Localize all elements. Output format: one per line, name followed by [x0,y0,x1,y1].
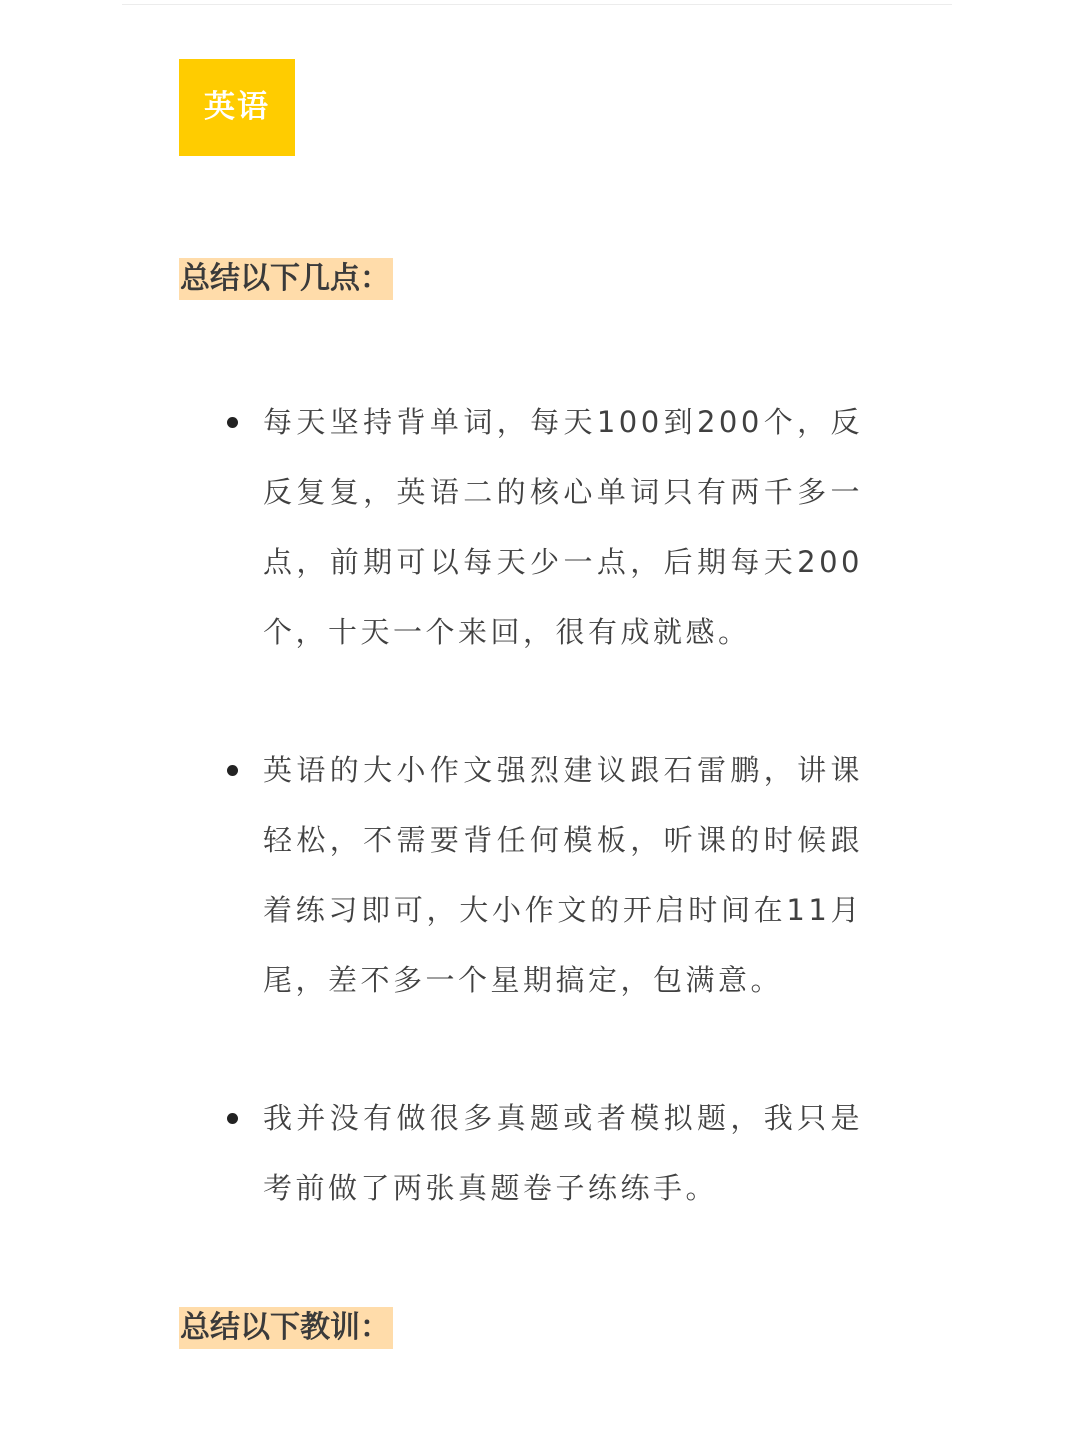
list-item [263,1083,863,1223]
list-item [263,735,863,1015]
heading-summary-lessons: 总结以下教训： [179,1307,393,1349]
section-tag-english: 英语 [179,59,295,156]
bullet-dot-icon [227,1113,238,1124]
list-item-text: 英语的大小作文强烈建议跟石雷鹏，讲课轻松，不需要背任何模板，听课的时候跟着练习即可，大小作文的开启时间在11月尾，差不多一个星期搞定，包满意。 [263,753,863,997]
bullet-dot-icon [227,417,238,428]
heading-summary-points: 总结以下几点： [179,258,393,300]
top-divider [122,4,952,5]
list-item [263,387,863,667]
list-item-text: 每天坚持背单词，每天100到200个，反反复复，英语二的核心单词只有两千多一点，前期可以每天少一点，后期每天200个，十天一个来回，很有成就感。 [263,405,863,649]
list-item-text: 我并没有做很多真题或者模拟题，我只是考前做了两张真题卷子练练手。 [263,1101,863,1205]
bullet-dot-icon [227,765,238,776]
